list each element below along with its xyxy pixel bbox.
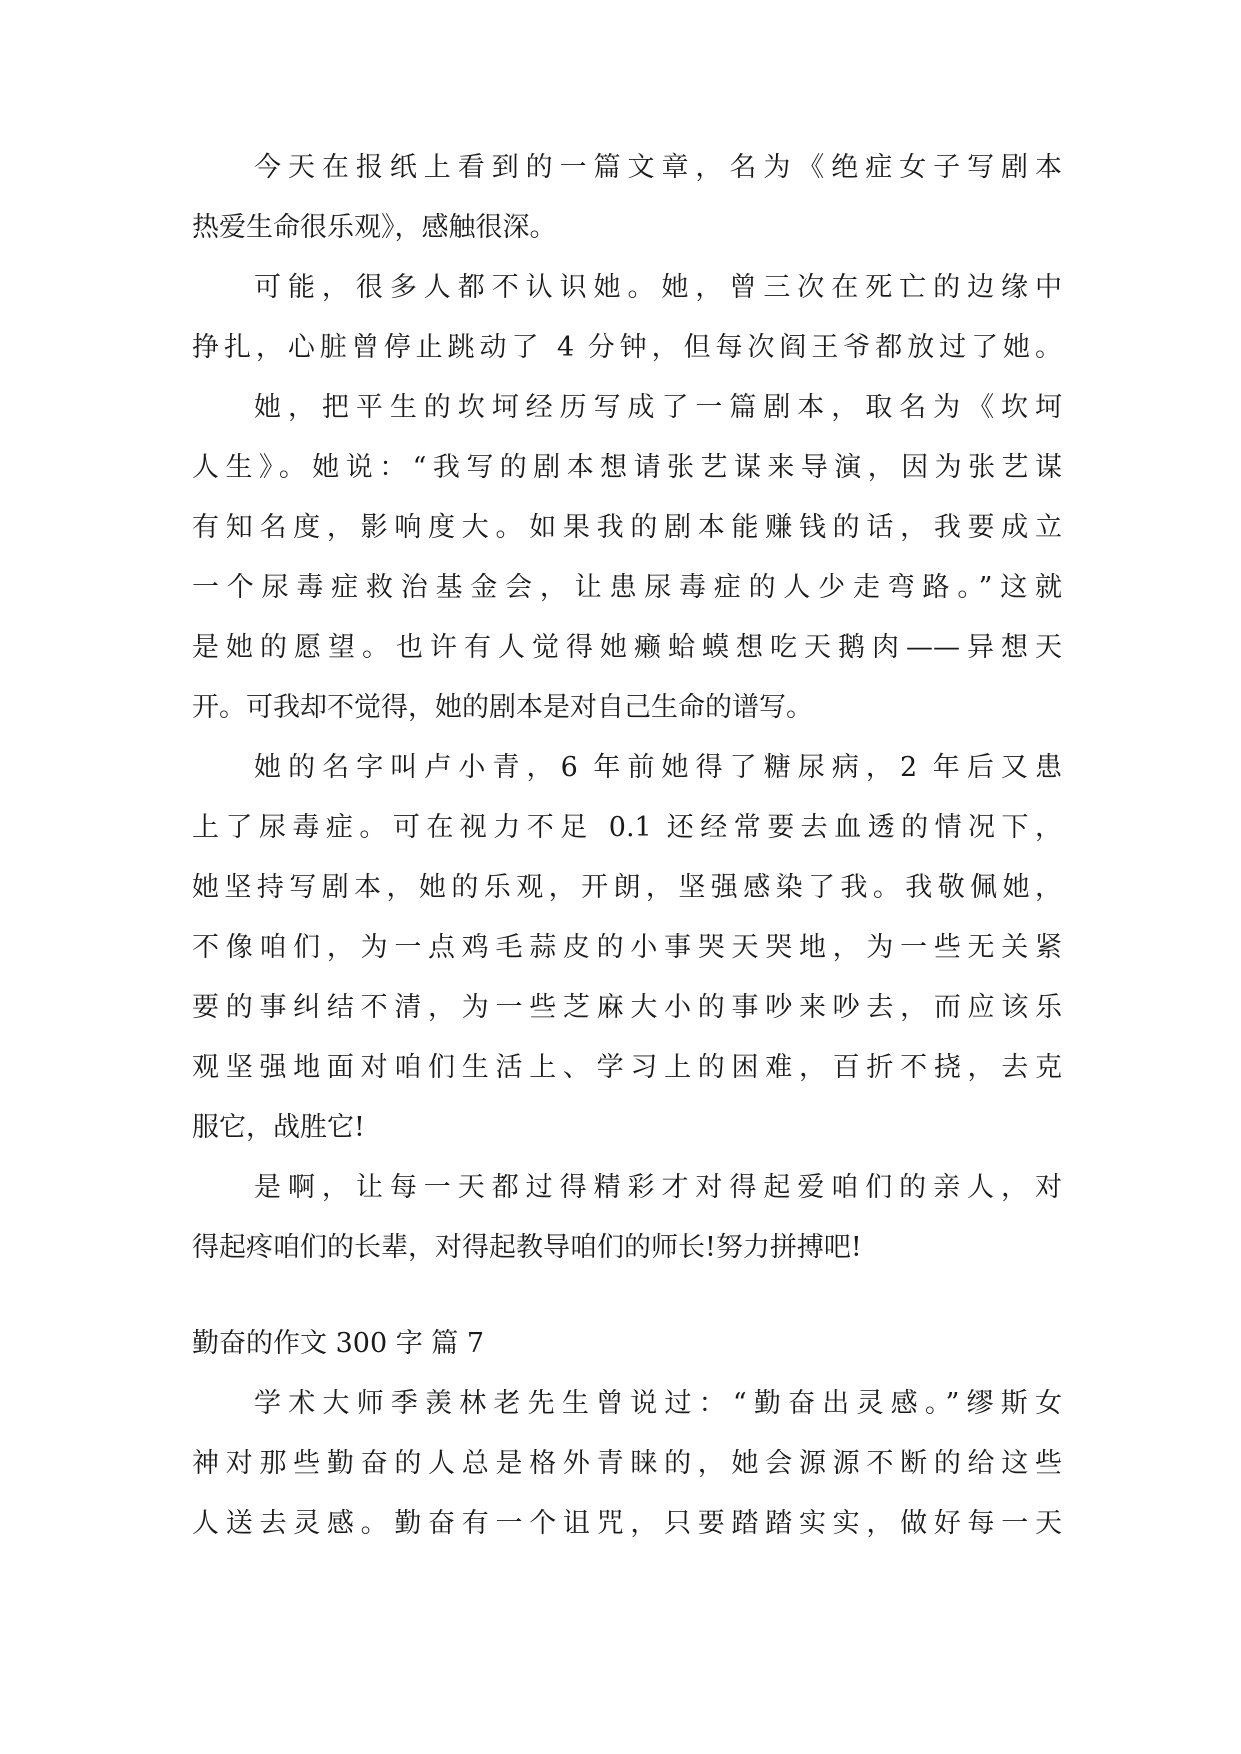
paragraph-line: 神对那些勤奋的人总是格外青睐的，她会源源不断的给这些 [192,1448,1062,1479]
paragraph-line: 她坚持写剧本，她的乐观，开朗，坚强感染了我。我敬佩她， [192,872,1062,903]
section-heading: 勤奋的作文 300 字 篇 7 [192,1328,485,1359]
paragraph-line: 人送去灵感。勤奋有一个诅咒，只要踏踏实实，做好每一天 [192,1508,1062,1539]
paragraph-line: 要的事纠结不清，为一些芝麻大小的事吵来吵去，而应该乐 [192,992,1062,1023]
paragraph-line: 是啊，让每一天都过得精彩才对得起爱咱们的亲人，对 [254,1172,1062,1203]
paragraph-line: 一个尿毒症救治基金会，让患尿毒症的人少走弯路。”这就 [192,572,1062,603]
paragraph-line: 服它，战胜它! [192,1112,365,1143]
paragraph-line: 今天在报纸上看到的一篇文章，名为《绝症女子写剧本 [254,152,1062,183]
paragraph-line: 她，把平生的坎坷经历写成了一篇剧本，取名为《坎坷 [254,392,1062,423]
paragraph-line: 可能，很多人都不认识她。她，曾三次在死亡的边缘中 [254,272,1062,303]
paragraph-line: 挣扎，心脏曾停止跳动了 4 分钟，但每次阎王爷都放过了她。 [192,332,1062,363]
paragraph-line: 得起疼咱们的长辈，对得起教导咱们的师长!努力拼搏吧! [192,1232,862,1263]
paragraph-line: 不像咱们，为一点鸡毛蒜皮的小事哭天哭地，为一些无关紧 [192,932,1062,963]
paragraph-line: 上了尿毒症。可在视力不足 0.1 还经常要去血透的情况下， [192,812,1062,843]
paragraph-line: 学术大师季羡林老先生曾说过：“勤奋出灵感。”缪斯女 [254,1388,1062,1419]
paragraph-line: 人生》。她说：“我写的剧本想请张艺谋来导演，因为张艺谋 [192,452,1062,483]
paragraph-line: 开。可我却不觉得，她的剧本是对自己生命的谱写。 [192,692,813,723]
paragraph-line: 观坚强地面对咱们生活上、学习上的困难，百折不挠，去克 [192,1052,1062,1083]
paragraph-line: 有知名度，影响度大。如果我的剧本能赚钱的话，我要成立 [192,512,1062,543]
paragraph-line: 她的名字叫卢小青，6 年前她得了糖尿病，2 年后又患 [254,752,1062,783]
paragraph-line: 热爱生命很乐观》，感触很深。 [192,212,557,243]
paragraph-line: 是她的愿望。也许有人觉得她癞蛤蟆想吃天鹅肉——异想天 [192,632,1062,663]
